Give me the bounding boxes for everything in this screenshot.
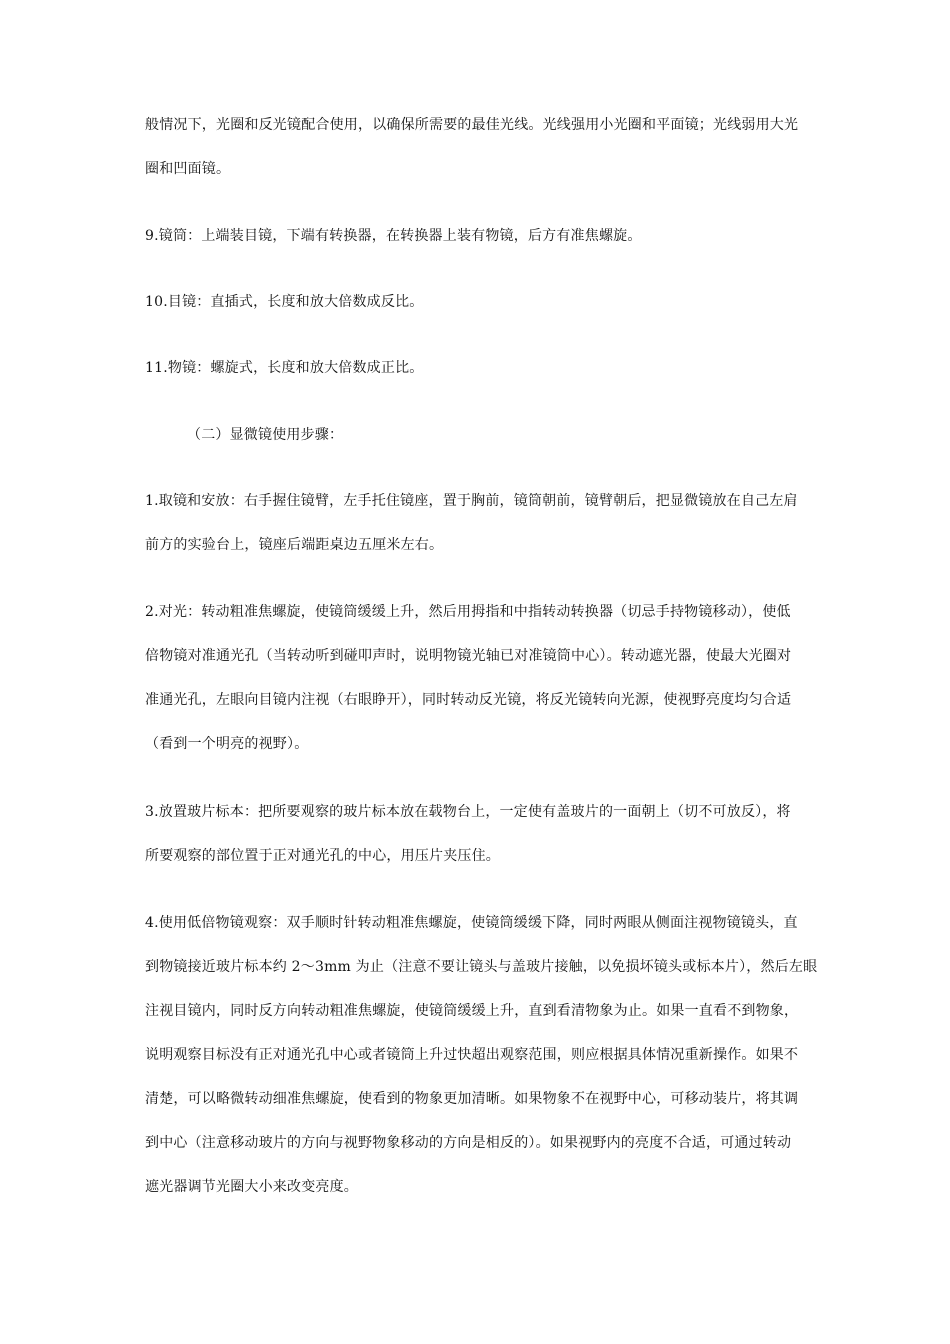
text-line: 3.放置玻片标本：把所要观察的玻片标本放在载物台上，一定使有盖玻片的一面朝上（切不可放反），将: [145, 804, 791, 820]
text-line: 遮光器调节光圈大小来改变亮度。: [145, 1179, 358, 1195]
text-line: 10.目镜：直插式，长度和放大倍数成反比。: [145, 294, 424, 310]
text-line: 4.使用低倍物镜观察：双手顺时针转动粗准焦螺旋，使镜筒缓缓下降，同时两眼从侧面注视物镜镜头，直: [145, 915, 798, 931]
section-heading-usage-steps: [145, 413, 810, 457]
text-line: 前方的实验台上，镜座后端距桌边五厘米左右。: [145, 537, 444, 553]
text-line: （看到一个明亮的视野）。: [145, 736, 309, 752]
text-line: 准通光孔，左眼向目镜内注视（右眼睁开），同时转动反光镜，将反光镜转向光源，使视野亮度均匀合适: [145, 692, 792, 708]
paragraph-tube: [145, 214, 810, 258]
paragraph-eyepiece: [145, 280, 810, 324]
paragraph-objective: [145, 346, 810, 390]
text-line: 2.对光：转动粗准焦螺旋，使镜筒缓缓上升，然后用拇指和中指转动转换器（切忌手持物镜移动），使低: [145, 604, 791, 620]
text-line: 所要观察的部位置于正对通光孔的中心，用压片夹压住。: [145, 848, 500, 864]
paragraph-step-4: [145, 901, 818, 1209]
text-line: 圈和凹面镜。: [145, 161, 231, 177]
paragraph-step-3: [145, 790, 810, 878]
paragraph-step-1: [145, 479, 810, 567]
text-line: 清楚，可以略微转动细准焦螺旋，使看到的物象更加清晰。如果物象不在视野中心，可移动装片，将其调: [145, 1091, 799, 1107]
paragraph-step-2: [145, 590, 810, 766]
text-line: 般情况下，光圈和反光镜配合使用，以确保所需要的最佳光线。光线强用小光圈和平面镜；光线弱用大光: [145, 117, 799, 133]
text-line: 9.镜筒：上端装目镜，下端有转换器，在转换器上装有物镜，后方有准焦螺旋。: [145, 228, 642, 244]
text-line: 到中心（注意移动玻片的方向与视野物象移动的方向是相反的）。如果视野内的亮度不合适，可通过转动: [145, 1135, 792, 1151]
text-line: 说明观察目标没有正对通光孔中心或者镜筒上升过快超出观察范围，则应根据具体情况重新操作。如果不: [145, 1047, 799, 1063]
text-line: 到物镜接近玻片标本约 2～3mm 为止（注意不要让镜头与盖玻片接触，以免损坏镜头或标本片），然后左眼: [145, 959, 818, 975]
section-heading: （二）显微镜使用步骤：: [187, 427, 344, 443]
paragraph-light-adjustment: [145, 103, 810, 191]
text-line: 倍物镜对准通光孔（当转动听到碰叩声时，说明物镜光轴已对准镜筒中心）。转动遮光器，使最大光圈对: [145, 648, 792, 664]
text-line: 11.物镜：螺旋式，长度和放大倍数成正比。: [145, 360, 424, 376]
text-line: 1.取镜和安放：右手握住镜臂，左手托住镜座，置于胸前，镜筒朝前，镜臂朝后，把显微镜放在自己左肩: [145, 493, 798, 509]
text-line: 注视目镜内，同时反方向转动粗准焦螺旋，使镜筒缓缓上升，直到看清物象为止。如果一直看不到物象，: [145, 1003, 799, 1019]
